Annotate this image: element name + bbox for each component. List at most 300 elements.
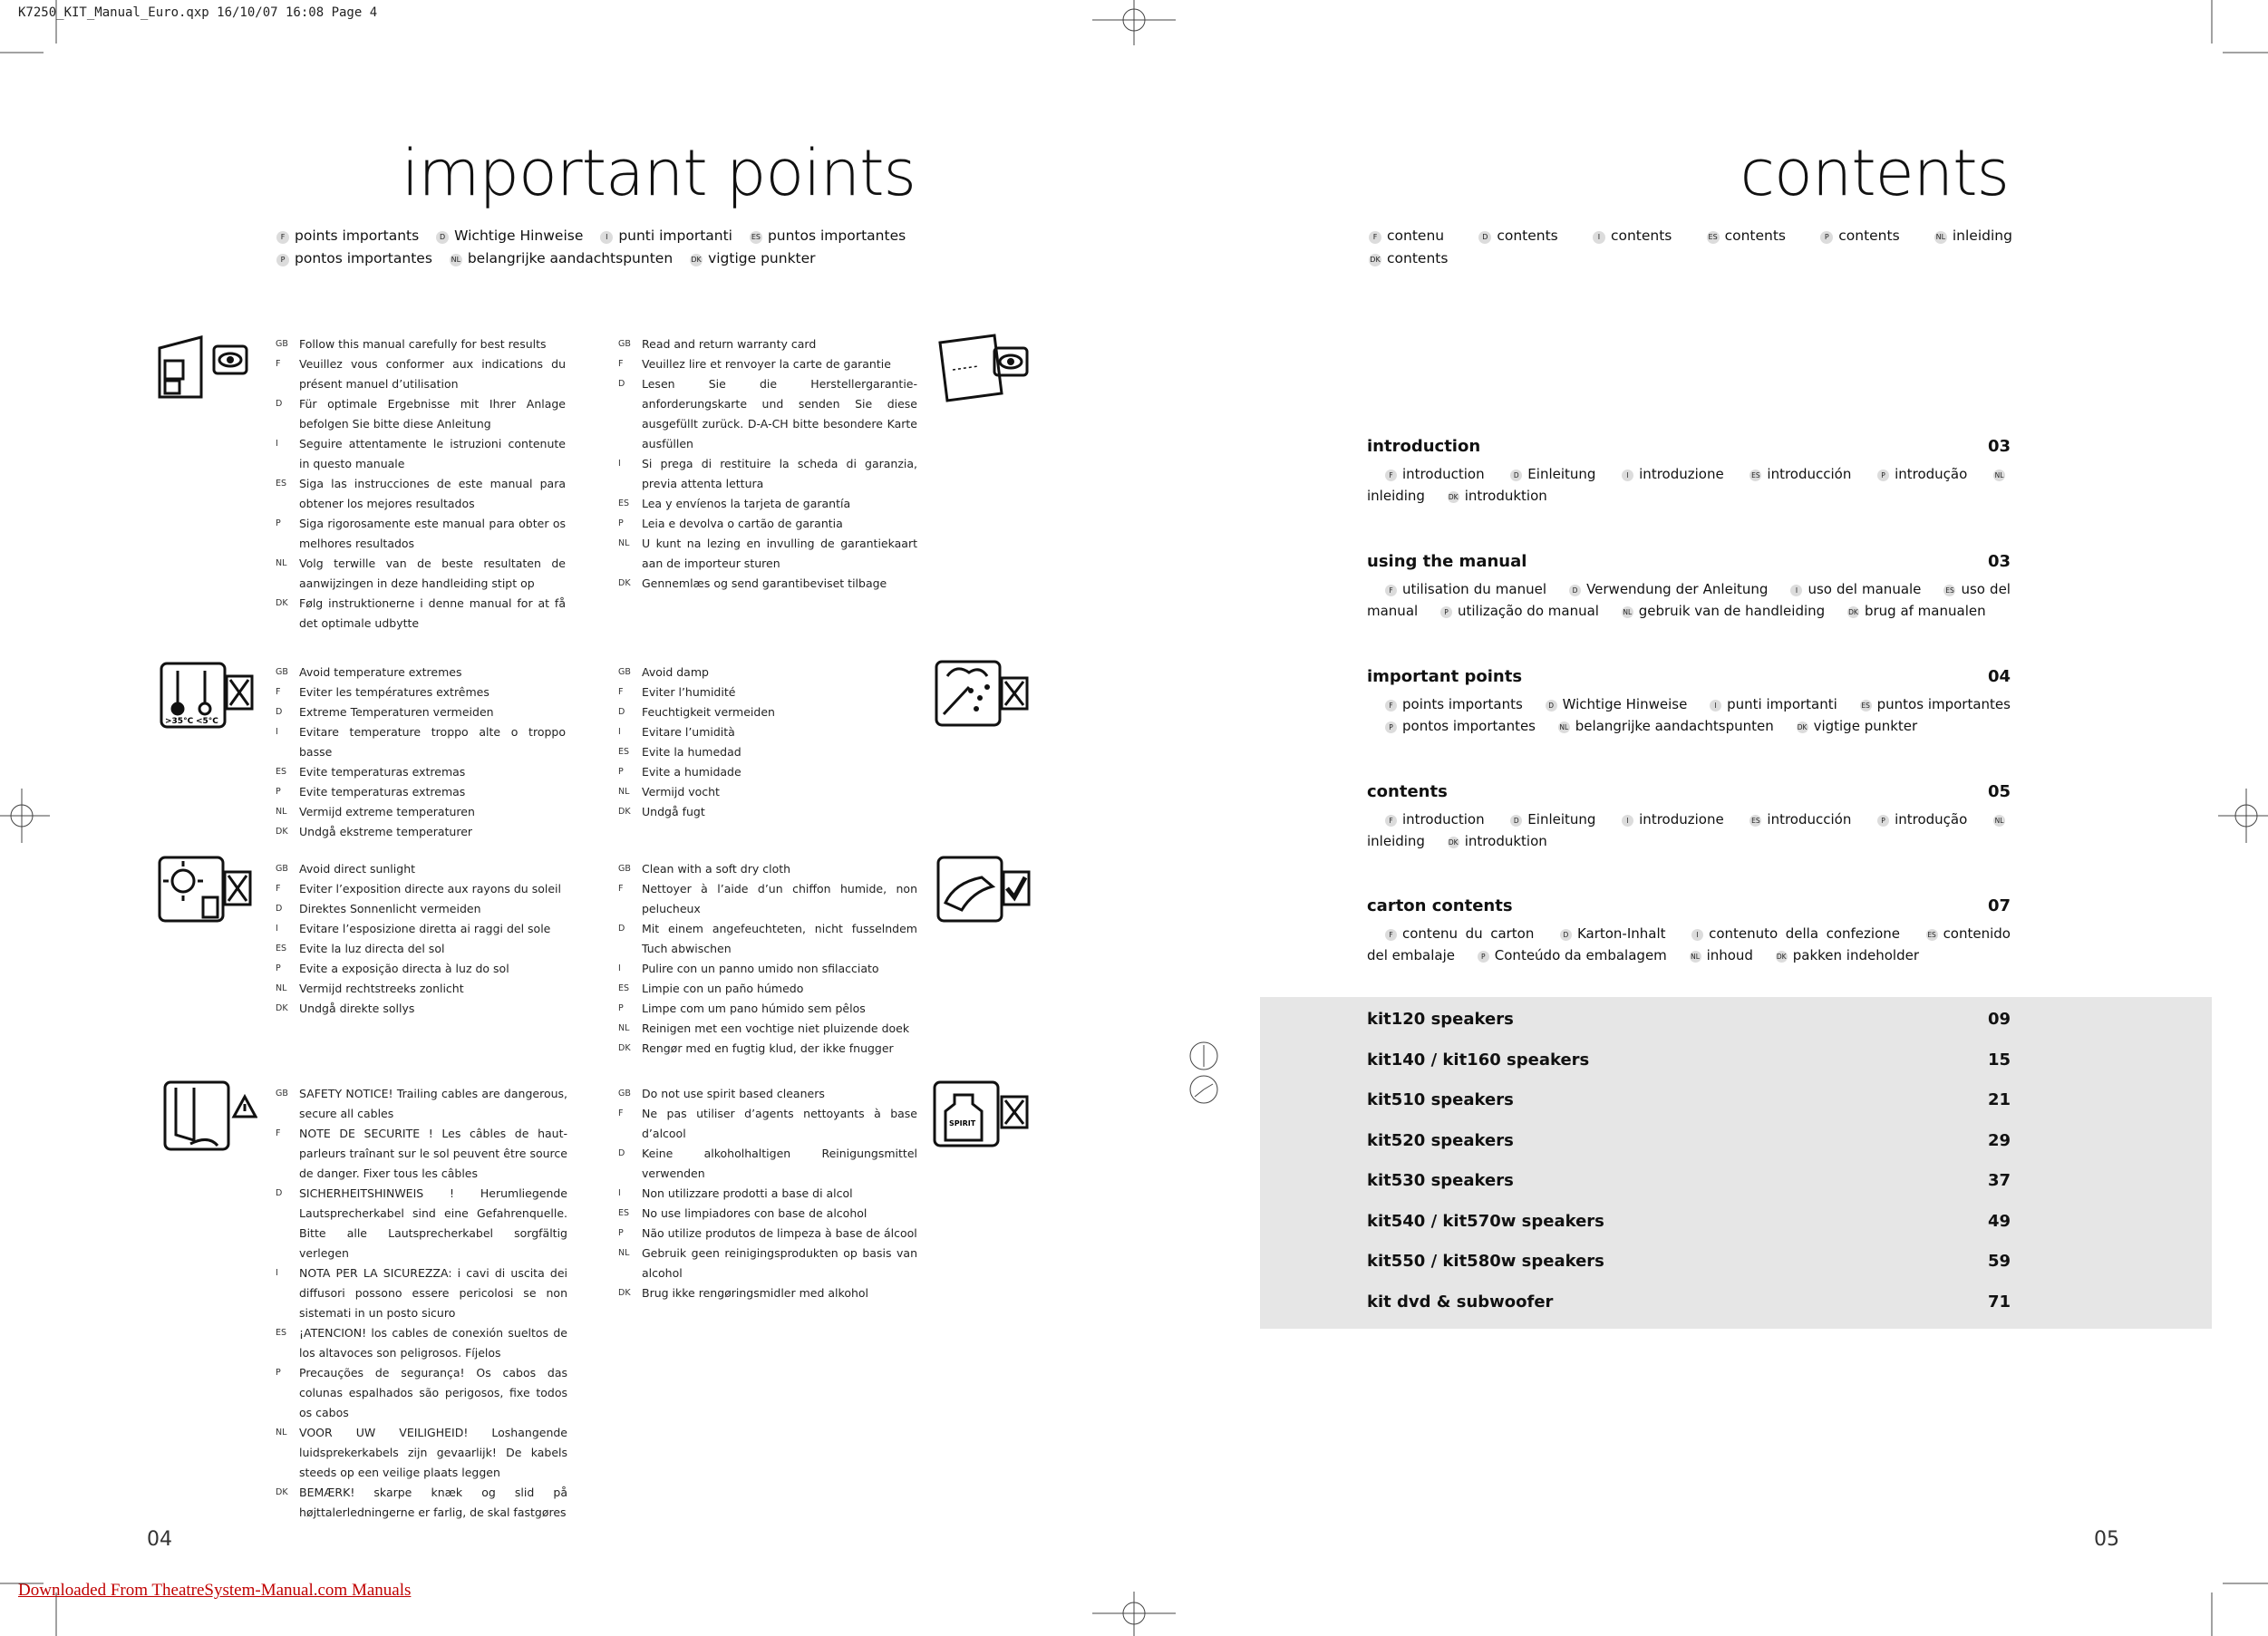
lang-row	[276, 802, 566, 822]
lang-text: Limpe com um pano húmido sem pêlos	[642, 1002, 866, 1015]
temp-high-label: >35°C	[165, 717, 194, 726]
lang-badge: F	[1385, 585, 1397, 596]
toc-section-translations	[1367, 808, 2011, 852]
lang-label: ES	[618, 747, 630, 757]
lang-label: P	[618, 518, 624, 528]
lang-label: DK	[276, 1003, 288, 1013]
lang-row	[276, 1323, 567, 1363]
important-points-subtitle	[276, 225, 918, 270]
lang-badge: P	[1440, 606, 1452, 618]
lang-badge: I	[1622, 470, 1633, 481]
toc-section-translations	[1367, 463, 2011, 507]
lang-row	[618, 1184, 917, 1204]
lang-badge: D	[1478, 231, 1491, 244]
lang-badge: I	[1790, 585, 1802, 596]
translation-text: introducción	[1767, 466, 1852, 482]
lang-row	[276, 514, 566, 554]
translation-text: introducción	[1767, 811, 1852, 828]
lang-badge: D	[1546, 700, 1557, 712]
lang-badge: NL	[1934, 231, 1947, 244]
lang-label: P	[276, 518, 281, 528]
subtitle-text: inleiding	[1952, 227, 2012, 244]
lang-text: Vermijd extreme temperaturen	[299, 805, 475, 818]
lang-text: Følg instruktionerne i denne manual for at få det optimale udbytte	[299, 596, 566, 630]
lang-label: ES	[276, 944, 287, 954]
subtitle-text: contents	[1610, 227, 1672, 244]
lang-row	[276, 594, 566, 634]
subtitle-line-2	[1369, 247, 2012, 270]
lang-text: Avoid direct sunlight	[299, 862, 416, 876]
lang-row	[618, 494, 917, 514]
toc-page-number: 05	[1987, 782, 2011, 801]
lang-label: ES	[618, 499, 630, 508]
lang-label: NL	[276, 558, 287, 568]
toc-item-kit510[interactable]	[1367, 1090, 2011, 1131]
lang-badge: ES	[1751, 471, 1760, 479]
lang-text: Evite a exposição directa à luz do sol	[299, 962, 509, 975]
toc-section-title: contents	[1367, 782, 1448, 801]
lang-badge: DK	[1848, 608, 1858, 616]
lang-badge: F	[1385, 929, 1397, 941]
lang-label: D	[276, 707, 283, 717]
lang-label: P	[618, 1228, 624, 1238]
lang-row	[276, 879, 566, 899]
lang-text: Avoid temperature extremes	[299, 665, 462, 679]
lang-label: D	[276, 904, 283, 914]
lang-text: Extreme Temperaturen vermeiden	[299, 705, 494, 719]
lang-label: GB	[618, 339, 631, 349]
lang-row	[276, 1423, 567, 1483]
lang-label: P	[276, 787, 281, 797]
lang-row	[276, 1084, 567, 1124]
lang-text: Read and return warranty card	[642, 337, 817, 351]
subtitle-text: contenu	[1387, 227, 1445, 244]
lang-row	[276, 474, 566, 514]
toc-section-important-points[interactable]	[1367, 667, 2011, 737]
lang-label: DK	[276, 598, 288, 608]
translation-text: contenu du carton	[1402, 925, 1535, 942]
lang-text: Lea y envíenos la tarjeta de garantía	[642, 497, 851, 510]
block-soft-cloth	[618, 859, 917, 1059]
lang-badge: I	[600, 231, 613, 244]
download-source-link[interactable]: Downloaded From TheatreSystem-Manual.com Manuals	[18, 1581, 412, 1600]
toc-item-page: 29	[1987, 1130, 2011, 1150]
lang-text: Undgå fugt	[642, 805, 705, 818]
lang-text: Evite la luz directa del sol	[299, 942, 445, 955]
lang-label: F	[618, 687, 624, 697]
toc-page-number: 03	[1987, 552, 2011, 571]
lang-label: P	[276, 963, 281, 973]
lang-label: F	[276, 1128, 281, 1138]
lang-label: GB	[618, 1089, 631, 1099]
lang-row	[276, 1363, 567, 1423]
lang-badge: ES	[1751, 817, 1760, 825]
lang-badge: NL	[1994, 817, 2004, 825]
lang-row	[276, 1263, 567, 1323]
lang-text: Evite temperaturas extremas	[299, 765, 466, 779]
lang-badge: P	[1877, 815, 1889, 827]
lang-badge: ES	[1945, 586, 1954, 595]
lang-badge: I	[1710, 700, 1721, 712]
lang-row	[276, 434, 566, 474]
toc-page-number: 03	[1987, 437, 2011, 456]
lang-badge: D	[1569, 585, 1581, 596]
lang-row	[618, 722, 908, 742]
lang-row	[618, 682, 908, 702]
lang-row	[276, 1184, 567, 1263]
lang-row	[276, 554, 566, 594]
lang-text: BEMÆRK! skarpe knæk og slid på højttalerledningerne er farlig, de skal fastgøres	[299, 1486, 567, 1519]
translation-text: brug af manualen	[1864, 603, 1986, 619]
subtitle-text: contents	[1838, 227, 1900, 244]
lang-text: Feuchtigkeit vermeiden	[642, 705, 775, 719]
lang-label: DK	[276, 827, 288, 837]
lang-badge: ES	[1707, 231, 1720, 244]
lang-label: ES	[276, 479, 287, 489]
print-slug: K7250_KIT_Manual_Euro.qxp 16/10/07 16:08 Page 4	[18, 5, 378, 20]
lang-row	[276, 939, 566, 959]
lang-label: I	[276, 1268, 278, 1278]
block-warranty-card	[618, 334, 917, 594]
lang-row	[618, 702, 908, 722]
lang-text: Brug ikke rengøringsmidler med alkohol	[642, 1286, 869, 1300]
toc-item-title: kit530 speakers	[1367, 1171, 1514, 1190]
lang-label: I	[618, 963, 621, 973]
toc-section-carton-contents[interactable]	[1367, 896, 2011, 966]
lang-row	[276, 354, 566, 394]
lang-text: Siga las instrucciones de este manual para obtener los mejores resultados	[299, 477, 566, 510]
lang-label: NL	[618, 1248, 630, 1258]
lang-row	[276, 959, 566, 979]
lang-label: NL	[618, 538, 630, 548]
lang-badge: P	[1877, 470, 1889, 481]
lang-label: D	[618, 707, 625, 717]
toc-section-translations	[1367, 578, 2011, 622]
translation-text: inhoud	[1706, 947, 1753, 963]
subtitle-text: points importants	[295, 227, 420, 244]
lang-text: SAFETY NOTICE! Trailing cables are dangerous, secure all cables	[299, 1087, 567, 1120]
lang-row	[276, 1483, 567, 1523]
lang-text: Limpie con un paño húmedo	[642, 982, 804, 995]
lang-label: DK	[618, 1288, 631, 1298]
toc-section-contents[interactable]	[1367, 782, 2011, 852]
subtitle-text: contents	[1724, 227, 1787, 244]
translation-text: Einleitung	[1527, 466, 1596, 482]
lang-text: Precauções de segurança! Os cabos das colunas espalhados são perigosos, fixe todos os cabos	[299, 1366, 567, 1419]
lang-label: DK	[618, 807, 631, 817]
page-number-left: 04	[147, 1528, 172, 1551]
toc-item-kit120[interactable]	[1367, 1010, 2011, 1050]
toc-page-number: 07	[1987, 896, 2011, 915]
lang-text: Eviter l’humidité	[642, 685, 736, 699]
lang-text: U kunt na lezing en invulling de garantiekaart aan de importeur sturen	[642, 537, 917, 570]
lang-row	[618, 534, 917, 574]
translation-text: puntos importantes	[1876, 696, 2011, 712]
lang-badge: DK	[1448, 838, 1459, 847]
lang-text: Vermijd vocht	[642, 785, 720, 799]
lang-label: NL	[276, 983, 287, 993]
lang-label: D	[618, 379, 625, 389]
lang-label: P	[618, 1003, 624, 1013]
lang-text: Für optimale Ergebnisse mit Ihrer Anlage befolgen Sie bitte diese Anleitung	[299, 397, 566, 431]
lang-row	[618, 802, 908, 822]
toc-section-introduction[interactable]	[1367, 437, 2011, 507]
warranty-card-eye-icon	[936, 334, 1031, 402]
toc-section-translations	[1367, 693, 2011, 737]
lang-badge: P	[1478, 951, 1489, 963]
lang-badge: NL	[1994, 471, 2004, 479]
toc-item-page: 09	[1987, 1010, 2011, 1029]
lang-text: Gennemlæs og send garantibeviset tilbage	[642, 576, 887, 590]
spirit-cleaner-icon	[933, 1080, 1029, 1149]
toc-item-page: 37	[1987, 1171, 2011, 1190]
toc-section-title: using the manual	[1367, 552, 1527, 571]
toc-item-page: 15	[1987, 1050, 2011, 1070]
lang-badge: NL	[1559, 723, 1569, 731]
lang-badge: D	[436, 231, 449, 244]
translation-text: utilisation du manuel	[1402, 581, 1546, 597]
translation-text: contenuto della confezione	[1709, 925, 1900, 942]
lang-text: Undgå direkte sollys	[299, 1002, 415, 1015]
lang-row	[618, 354, 917, 374]
lang-label: I	[618, 1188, 621, 1198]
subtitle-text: puntos importantes	[767, 227, 906, 244]
lang-badge: NL	[1623, 608, 1633, 616]
lang-row	[618, 1224, 917, 1244]
lang-row	[618, 762, 908, 782]
translation-text: punti importanti	[1727, 696, 1837, 712]
lang-label: F	[618, 359, 624, 369]
lang-label: I	[276, 924, 278, 934]
lang-row	[618, 959, 917, 979]
lang-row	[618, 663, 908, 682]
lang-badge: ES	[1927, 931, 1936, 939]
page-title-important-points: important points	[401, 136, 916, 210]
lang-text: Keine alkoholhaltigen Reinigungsmittel verwenden	[642, 1147, 917, 1180]
lang-text: Si prega di restituire la scheda di garanzia, previa attenta lettura	[642, 457, 917, 490]
toc-section-title: carton contents	[1367, 896, 1513, 915]
lang-row	[276, 979, 566, 999]
translation-text: contenido del embalaje	[1367, 925, 2011, 963]
lang-text: Mit einem angefeuchteten, nicht fusselndem Tuch abwischen	[642, 922, 917, 955]
lang-row	[618, 454, 917, 494]
lang-row	[618, 1244, 917, 1283]
damp-icon	[935, 660, 1031, 729]
translation-text: gebruik van de handleiding	[1638, 603, 1826, 619]
lang-text: Veuillez lire et renvoyer la carte de garantie	[642, 357, 891, 371]
toc-page-number: 04	[1987, 667, 2011, 686]
lang-text: Clean with a soft dry cloth	[642, 862, 791, 876]
subtitle-text: pontos importantes	[295, 250, 432, 266]
lang-label: ES	[276, 1328, 287, 1338]
lang-label: F	[276, 884, 281, 894]
lang-text: NOTA PER LA SICUREZZA: i cavi di uscita dei diffusori possono essere pericolosi se non sistemati in un posto sicuro	[299, 1266, 567, 1320]
subtitle-text: Wichtige Hinweise	[454, 227, 584, 244]
lang-text: Seguire attentamente le istruzioni contenute in questo manuale	[299, 437, 566, 470]
lang-label: NL	[618, 787, 630, 797]
lang-row	[618, 979, 917, 999]
lang-label: D	[276, 1188, 283, 1198]
lang-label: NL	[276, 1428, 287, 1438]
lang-label: GB	[276, 667, 288, 677]
translation-text: inleiding	[1367, 488, 1425, 504]
lang-text: Evitare temperature troppo alte o troppo basse	[299, 725, 566, 759]
toc-item-kit140-kit160[interactable]	[1367, 1050, 2011, 1091]
lang-label: D	[618, 1148, 625, 1158]
block-sunlight	[276, 859, 566, 1019]
block-damp	[618, 663, 908, 822]
lang-badge: I	[1622, 815, 1633, 827]
lang-badge: D	[1510, 815, 1522, 827]
lang-text: Rengør med en fugtig klud, der ikke fnugger	[642, 1041, 894, 1055]
lang-text: Non utilizzare prodotti a base di alcol	[642, 1186, 853, 1200]
toc-item-kit520[interactable]	[1367, 1131, 2011, 1172]
translation-text: introduction	[1402, 466, 1485, 482]
lang-label: GB	[276, 1089, 288, 1099]
lang-label: F	[618, 1108, 624, 1118]
lang-badge: D	[1560, 929, 1572, 941]
lang-row	[618, 1204, 917, 1224]
lang-row	[618, 999, 917, 1019]
translation-text: Verwendung der Anleitung	[1586, 581, 1769, 597]
lang-badge: I	[1593, 231, 1605, 244]
lang-badge: F	[276, 231, 289, 244]
lang-badge: ES	[1861, 702, 1870, 710]
lang-label: I	[276, 727, 278, 737]
toc-item-page: 71	[1987, 1292, 2011, 1312]
lang-text: Não utilize produtos de limpeza à base de álcool	[642, 1226, 917, 1240]
lang-text: Veuillez vous conformer aux indications du présent manuel d’utilisation	[299, 357, 566, 391]
lang-badge: F	[1385, 470, 1397, 481]
lang-text: ¡ATENCION! los cables de conexión sueltos de los altavoces son peligrosos. Fíjelos	[299, 1326, 567, 1360]
lang-row	[618, 574, 917, 594]
spirit-label: SPIRIT	[949, 1119, 976, 1128]
block-spirit-cleaners	[618, 1084, 917, 1303]
translation-text: belangrijke aandachtspunten	[1575, 718, 1774, 734]
toc-item-title: kit510 speakers	[1367, 1090, 1514, 1109]
translation-text: Conteúdo da embalagem	[1494, 947, 1667, 963]
subtitle-text: belangrijke aandachtspunten	[467, 250, 674, 266]
subtitle-line-2	[276, 247, 918, 270]
lang-text: Evite temperaturas extremas	[299, 785, 466, 799]
lang-text: Avoid damp	[642, 665, 709, 679]
lang-label: ES	[276, 767, 287, 777]
lang-label: D	[276, 399, 283, 409]
translation-text: points importants	[1402, 696, 1523, 712]
lang-badge: P	[1385, 721, 1397, 733]
lang-text: Gebruik geen reinigingsprodukten op basis van alcohol	[642, 1246, 917, 1280]
lang-text: Volg terwille van de beste resultaten de aanwijzingen in deze handleiding stipt op	[299, 557, 566, 590]
lang-badge: F	[1369, 231, 1381, 244]
translation-text: Wichtige Hinweise	[1562, 696, 1688, 712]
translation-text: uso del manual	[1367, 581, 2011, 619]
lang-text: Ne pas utiliser d’agents nettoyants à base d’alcool	[642, 1107, 917, 1140]
lang-badge: F	[1385, 815, 1397, 827]
translation-text: Karton-Inhalt	[1576, 925, 1666, 942]
lang-label: I	[276, 439, 278, 449]
lang-badge: DK	[690, 254, 703, 266]
contents-subtitle	[1369, 225, 2012, 270]
lang-badge: D	[1510, 470, 1522, 481]
lang-label: F	[276, 687, 281, 697]
block-follow-manual	[276, 334, 566, 634]
toc-item-kit550-kit580w[interactable]	[1367, 1252, 2011, 1292]
lang-text: Follow this manual carefully for best results	[299, 337, 547, 351]
lang-row	[618, 859, 917, 879]
lang-text: Evite la humedad	[642, 745, 741, 759]
lang-text: Direktes Sonnenlicht vermeiden	[299, 902, 481, 915]
toc-item-page: 49	[1987, 1211, 2011, 1231]
lang-badge: DK	[1797, 723, 1808, 731]
lang-row	[618, 742, 908, 762]
sunlight-icon	[158, 856, 252, 924]
lang-label: DK	[618, 578, 631, 588]
lang-text: SICHERHEITSHINWEIS ! Herumliegende Lautsprecherkabel sind eine Gefahrenquelle. Bitte alle Lautsprecherkabel sorgfältig verlegen	[299, 1186, 567, 1260]
lang-text: Leia e devolva o cartão de garantia	[642, 517, 843, 530]
lang-row	[618, 334, 917, 354]
toc-item-kit-dvd-subwoofer[interactable]	[1367, 1292, 2011, 1333]
toc-item-title: kit520 speakers	[1367, 1130, 1514, 1150]
lang-row	[276, 919, 566, 939]
toc-section-title: introduction	[1367, 437, 1481, 456]
translation-text: pontos importantes	[1402, 718, 1536, 734]
lang-row	[276, 782, 566, 802]
subtitle-line-1	[1369, 225, 2012, 247]
toc-item-kit530[interactable]	[1367, 1171, 2011, 1212]
toc-section-using-the-manual[interactable]	[1367, 552, 2011, 622]
lang-label: ES	[618, 1208, 630, 1218]
lang-row	[276, 682, 566, 702]
lang-text: Vermijd rechtstreeks zonlicht	[299, 982, 464, 995]
lang-text: Eviter l’exposition directe aux rayons du soleil	[299, 882, 561, 895]
lang-text: Undgå ekstreme temperaturer	[299, 825, 473, 838]
translation-text: pakken indeholder	[1792, 947, 1919, 963]
lang-text: No use limpiadores con base de alcohol	[642, 1206, 867, 1220]
lang-badge: I	[1691, 929, 1703, 941]
lang-text: NOTE DE SECURITE ! Les câbles de haut-parleurs traînant sur le sol peuvent être source de danger. Fixer tous les câbles	[299, 1127, 567, 1180]
lang-label: GB	[618, 667, 631, 677]
lang-row	[618, 514, 917, 534]
lang-label: P	[276, 1368, 281, 1378]
lang-label: DK	[276, 1487, 288, 1497]
subtitle-text: contents	[1497, 227, 1558, 244]
lang-label: GB	[618, 864, 631, 874]
lang-text: Eviter les températures extrêmes	[299, 685, 489, 699]
lang-label: I	[618, 459, 621, 469]
toc-item-page: 59	[1987, 1252, 2011, 1271]
translation-text: introdução	[1895, 811, 1968, 828]
lang-badge: ES	[750, 231, 762, 244]
lang-label: NL	[276, 807, 287, 817]
lang-row	[276, 822, 566, 842]
lang-badge: DK	[1448, 493, 1459, 501]
lang-row	[618, 1019, 917, 1039]
lang-badge: P	[1820, 231, 1833, 244]
trailing-cables-icon	[163, 1080, 257, 1153]
lang-text: Nettoyer à l’aide d’un chiffon humide, non pelucheux	[642, 882, 917, 915]
lang-label: P	[618, 767, 624, 777]
lang-text: Pulire con un panno umido non sfilacciato	[642, 962, 879, 975]
lang-badge: DK	[1776, 953, 1787, 961]
lang-label: ES	[618, 983, 630, 993]
toc-item-page: 21	[1987, 1090, 2011, 1109]
lang-row	[618, 1039, 917, 1059]
toc-section-title: important points	[1367, 667, 1523, 686]
lang-text: VOOR UW VEILIGHEID! Loshangende luidsprekerkabels zijn gevaarlijk! De kabels steeds op een veilige plaats leggen	[299, 1426, 567, 1479]
translation-text: Einleitung	[1527, 811, 1596, 828]
toc-item-kit540-kit570w[interactable]	[1367, 1212, 2011, 1253]
lang-label: I	[618, 727, 621, 737]
